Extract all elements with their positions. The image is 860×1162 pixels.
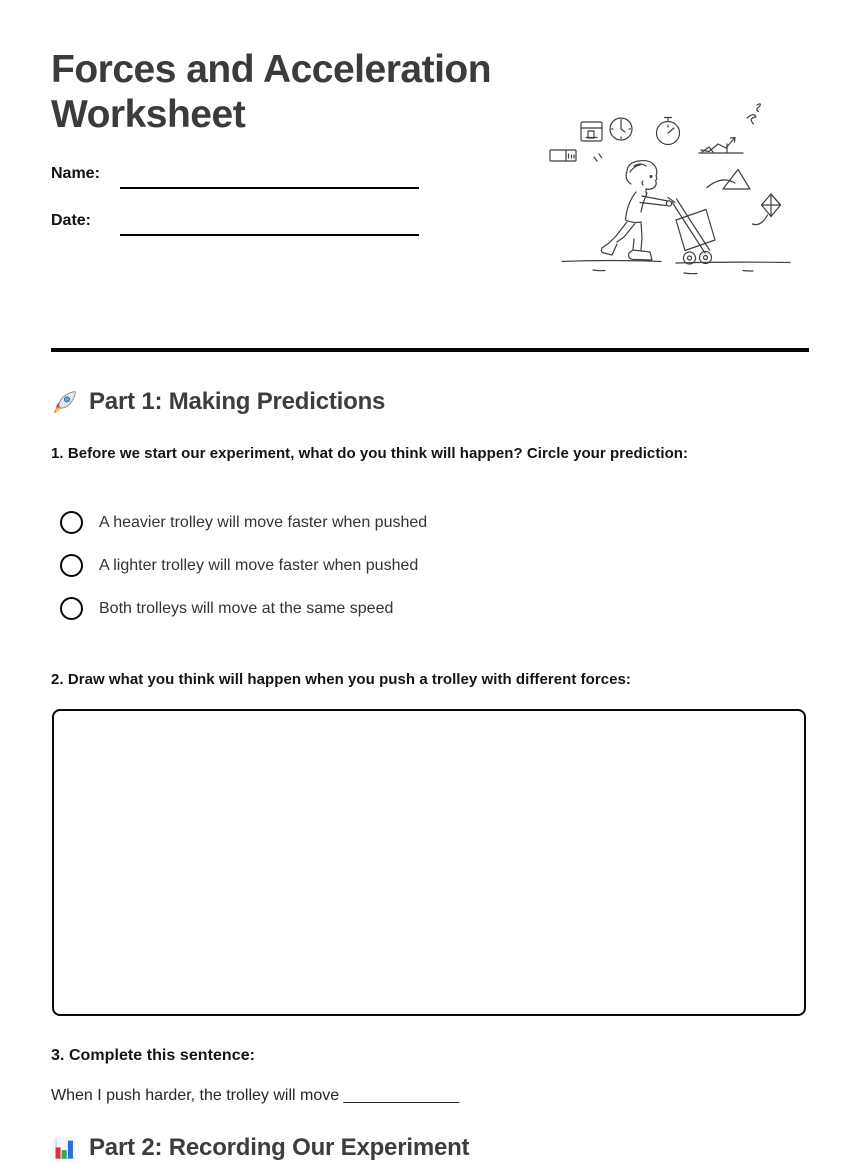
sentence-completion[interactable]: When I push harder, the trolley will move _____________ (51, 1087, 460, 1104)
page-title: Forces and Acceleration Worksheet (51, 48, 492, 136)
stopwatch-doodle-icon (657, 118, 680, 145)
part2-heading-text: Part 2: Recording Our Experiment (89, 1134, 470, 1161)
name-label: Name: (51, 165, 100, 182)
prediction-option-1 (60, 511, 427, 534)
part1-heading-text: Part 1: Making Predictions (89, 388, 386, 415)
prediction-radio-2[interactable] (60, 554, 83, 577)
prediction-radio-3[interactable] (60, 597, 83, 620)
prediction-radio-1[interactable] (60, 511, 83, 534)
name-field[interactable] (120, 165, 419, 189)
prediction-option-2 (60, 554, 418, 577)
meter-doodle-icon (550, 150, 576, 161)
question-1: 1. Before we start our experiment, what do you think will happen? Circle your prediction: (51, 445, 689, 462)
question-3: 3. Complete this sentence: (51, 1047, 256, 1064)
prediction-option-3 (60, 597, 393, 620)
triangle-doodle-icon (707, 170, 750, 190)
hand-truck (668, 198, 715, 265)
kite-doodle-icon (753, 194, 781, 225)
prediction-label-3: Both trolleys will move at the same speed (99, 599, 394, 617)
date-field[interactable] (120, 212, 419, 236)
section-divider (51, 348, 809, 352)
drawing-area[interactable] (52, 709, 806, 1016)
ground-line (562, 261, 790, 274)
rocket-icon (51, 389, 78, 416)
part1-heading (51, 388, 385, 416)
prediction-label-2: A lighter trolley will move faster when pushed (99, 556, 419, 574)
date-label: Date: (51, 212, 92, 229)
graph-doodle-icon (699, 138, 743, 154)
trolley-illustration (538, 92, 810, 278)
window-doodle-icon (581, 122, 602, 141)
boy-figure (601, 161, 671, 260)
squiggle-doodle (747, 104, 760, 124)
bar-chart-icon (51, 1135, 78, 1162)
question-2: 2. Draw what you think will happen when you push a trolley with different forces: (51, 671, 631, 688)
part2-heading (51, 1134, 469, 1162)
motion-marks (594, 154, 602, 161)
prediction-label-1: A heavier trolley will move faster when pushed (99, 513, 428, 531)
clock-doodle-icon (610, 118, 632, 140)
